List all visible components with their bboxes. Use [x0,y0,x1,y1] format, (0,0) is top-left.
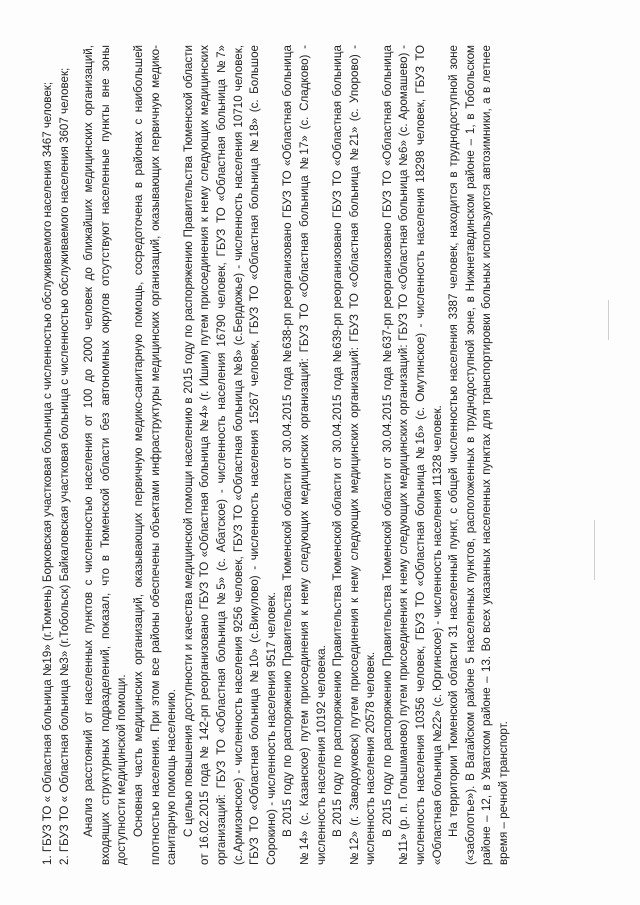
paragraph-remote-settlements: На территории Тюменской области 31 населенный пункт, с общей численностью населения 3387 человек, находится в труднодоступной зоне («заболотье»). В Вагайском районе 5 населенных пунктов, расположенных в труднодоступной зоне, в Нижнетавдинском районе – 1, в Тобольском районе – 12, в Уватском районе – 13. Во всех указанных населенных пунктах для транспортировки больных используются автозимники, а в летнее время – речной транспорт. [447,45,511,865]
list-item-1: 1. ГБУЗ ТО « Областная больница №19» (г.Тюмень) Борковская участковая больница с численностью обслуживаемого населения 3467 человек; [41,81,54,865]
scan-artifact [594,520,595,580]
rotated-text-block [40,45,513,865]
paragraph-reorg-hospital-4: С целью повышения доступности и качества медицинской помощи населению в 2015 году по распоряжению Правительства Тюменской области от 16.02.2015 года № 142-рп реорганизовано ГБУЗ ТО «Областная больница №4» (г. Ишим) путем присоединения к нему следующих медицинских организаций: ГБУЗ ТО «Областная больница №5» (с. Абатское) - численность населения 16790 человек, ГБУЗ ТО «Областная больница №7» (с.Армизонское) - численность населения 9256 человек, ГБУЗ ТО «Областная больница №8» (с.Бердюжье) - численность населения 10710 человек, ГБУЗ ТО «Областная больница №10» (с.Викулово) - численность населения 15267 человек, ГБУЗ ТО «Областная больница №18» (с. Большое Сорокино) - численность населения 9517 человек. [181,45,278,865]
paragraph-reorg-hospital-12: В 2015 году по распоряжению Правительства Тюменской области от 30.04.2015 года №639-рп реорганизовано ГБУЗ ТО «Областная больница №12» (г. Заводоуковск) путем присоединения к нему следующих медицинских организаций: ГБУЗ ТО «Областная больница №21» (с. Упорово) - численность населения 20578 человек. [331,45,378,865]
spacer [73,45,81,865]
paragraph-reorg-hospital-11: В 2015 году по распоряжению Правительства Тюменской области от 30.04.2015 года №637-рп реорганизовано ГБУЗ ТО «Областная больница №11» (р. п. Голышманово) путем присоединения к нему следующих медицинских организаций: ГБУЗ ТО «Областная больница №6» (с. Аромашево) - численность населения 10356 человек, ГБУЗ ТО «Областная больница №16» (с. Омутинское) - численность населения 18298 человек, ГБУЗ ТО «Областная больница №22» (с. Юргинское) - численность населения 11328 человек. [380,45,444,865]
paragraph-main-part: Основная часть медицинских организаций, оказывающих первичную медико-санитарную помощь, сосредоточена в районах с наибольшей плотностью населения. При этом все районы обеспечены объектами инфраструктуры медицинских организаций, оказывающих первичную медико-санитарную помощь населению. [131,45,179,865]
list-item-2: 2. ГБУЗ ТО « Областная больница №3» (г.Тобольск) Байкаловская участковая больница с численностью обслуживаемого населения 3607 человек; [57,67,71,865]
paragraph-analysis: Анализ расстояний от населенных пунктов с численностью населения от 100 до 2000 человек до ближайших медицинских организаций, входящих структурных подразделений, показал, что в Тюменской области без автономных округов отсутствуют населенные пункты вне зоны доступности медицинской помощи. [82,45,129,865]
paragraph-reorg-hospital-14: В 2015 году по распоряжению Правительства Тюменской области от 30.04.2015 года №638-рп реорганизовано ГБУЗ ТО «Областная больница №14» (с. Казанское) путем присоединения к нему следующих медицинских организаций: ГБУЗ ТО «Областная больница №17» (с. Сладково) - численность населения 10192 человека. [281,45,328,865]
scan-artifact [608,300,609,340]
